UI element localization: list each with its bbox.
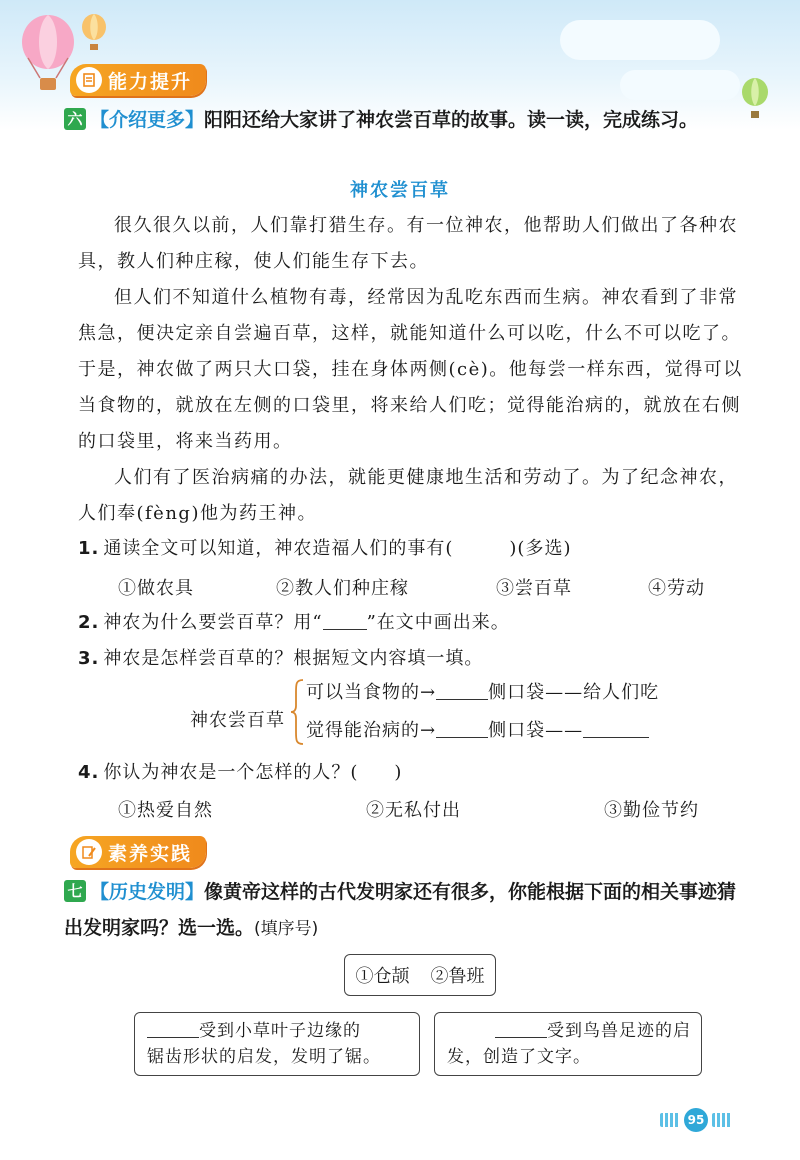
story-paragraph-1: 很久很久以前，人们靠打猎生存。有一位神农，他帮助人们做出了各种农具，教人们种庄稼，使人们能生存下去。: [78, 215, 738, 272]
fill-blank[interactable]: [147, 1020, 199, 1038]
choice-2: ②鲁班: [430, 966, 485, 987]
question-prompt: 像黄帝这样的古代发明家还有很多，你能根据下面的相关事迹猜出发明家吗？选一选。: [64, 881, 737, 939]
exercise-text: 神农是怎样尝百草的？根据短文内容填一填。: [103, 648, 484, 669]
option-2[interactable]: ②无私付出: [366, 800, 461, 821]
row-text: 可以当食物的→: [306, 682, 437, 703]
option-1[interactable]: ①做农具: [118, 578, 194, 599]
curly-brace: [290, 678, 304, 746]
small-balloon-icon: [80, 14, 108, 54]
question-category: 【历史发明】: [90, 881, 205, 903]
row-text-suffix: 侧口袋——: [488, 720, 584, 741]
exercise-text: 你认为神农是一个怎样的人？(: [103, 762, 359, 783]
row-text: 觉得能治病的→: [306, 720, 437, 741]
invention-card-writing: [434, 1012, 702, 1076]
cloud-decoration: [620, 70, 740, 100]
card-text: 发，创造了文字。: [447, 1047, 591, 1067]
exercise-4: [78, 758, 402, 788]
fill-blank[interactable]: [436, 682, 488, 700]
card-text: 锯齿形状的启发，发明了锯。: [147, 1047, 381, 1067]
story-paragraph-2: 但人们不知道什么植物有毒，经常因为乱吃东西而生病。神农看到了非常焦急，便决定亲自尝遍百草，这样，就能知道什么可以吃，什么不可以吃了。于是，神农做了两只大口袋，挂在身体两侧(cè)。他每尝一样东西，觉得可以当食物的，就放在左侧的口袋里，将来给人们吃；觉得能治病的，就放在右侧的口袋里，将来当药用。: [78, 287, 743, 452]
page-number-badge: [656, 1108, 736, 1132]
choice-1: ①仓颉: [355, 966, 410, 987]
question-prompt: 阳阳还给大家讲了神农尝百草的故事。读一读，完成练习。: [204, 109, 699, 131]
underline-blank: [323, 612, 367, 630]
exercise-text: 通读全文可以知道，神农造福人们的事有(: [103, 538, 454, 559]
hot-air-balloon-icon: [18, 14, 78, 94]
exercise-3: [78, 644, 483, 674]
brace-row-2: [306, 716, 649, 746]
option-2[interactable]: ②教人们种庄稼: [276, 578, 409, 599]
section-tag-ability: [70, 64, 206, 96]
decoration-strip: [712, 1113, 732, 1127]
fill-blank[interactable]: [436, 720, 488, 738]
exercise-1: [78, 534, 571, 564]
section-label: 能力提升: [108, 70, 193, 93]
question-number: 六: [64, 108, 86, 130]
exercise-number: 3.: [78, 648, 100, 669]
fill-blank[interactable]: [583, 720, 649, 738]
story-title: 神农尝百草: [350, 180, 450, 201]
exercise-text: 神农为什么要尝百草？用“: [103, 612, 323, 633]
pencil-note-icon: [76, 839, 102, 865]
choice-box: [344, 954, 496, 996]
cloud-decoration: [560, 20, 720, 60]
card-text: 受到小草叶子边缘的: [199, 1021, 361, 1041]
decoration-strip: [660, 1113, 680, 1127]
option-3[interactable]: ③勤俭节约: [604, 800, 699, 821]
story-paragraph-3: 人们有了医治病痛的办法，就能更健康地生活和劳动了。为了纪念神农，人们奉(fèng)他为药王神。: [78, 467, 738, 524]
notebook-icon: [76, 67, 102, 93]
brace-row-1: [306, 678, 659, 708]
exercise-number: 2.: [78, 612, 100, 633]
question-category: 【介绍更多】: [90, 109, 205, 131]
question-hint: (填序号): [254, 919, 319, 939]
option-1[interactable]: ①热爱自然: [118, 800, 213, 821]
invention-card-saw: [134, 1012, 420, 1076]
section-label: 素养实践: [108, 842, 193, 865]
fill-blank[interactable]: [495, 1020, 547, 1038]
question-number: 七: [64, 880, 86, 902]
card-text: 受到鸟兽足迹的启: [547, 1021, 691, 1041]
question-6-title: [64, 102, 754, 138]
exercise-number: 1.: [78, 538, 100, 559]
section-tag-practice: [70, 836, 206, 868]
page-number: 95: [684, 1108, 708, 1132]
brace-center-label: 神农尝百草: [190, 710, 285, 731]
exercise-text-suffix: ”在文中画出来。: [366, 612, 510, 633]
exercise-number: 4.: [78, 762, 100, 783]
option-3[interactable]: ③尝百草: [496, 578, 572, 599]
exercise-2: [78, 608, 510, 638]
exercise-text-suffix: )(多选): [509, 538, 572, 559]
row-text-suffix: 侧口袋——给人们吃: [488, 682, 660, 703]
question-7-title: [64, 874, 754, 947]
exercise-text-suffix: ): [394, 762, 403, 783]
option-4[interactable]: ④劳动: [648, 578, 705, 599]
